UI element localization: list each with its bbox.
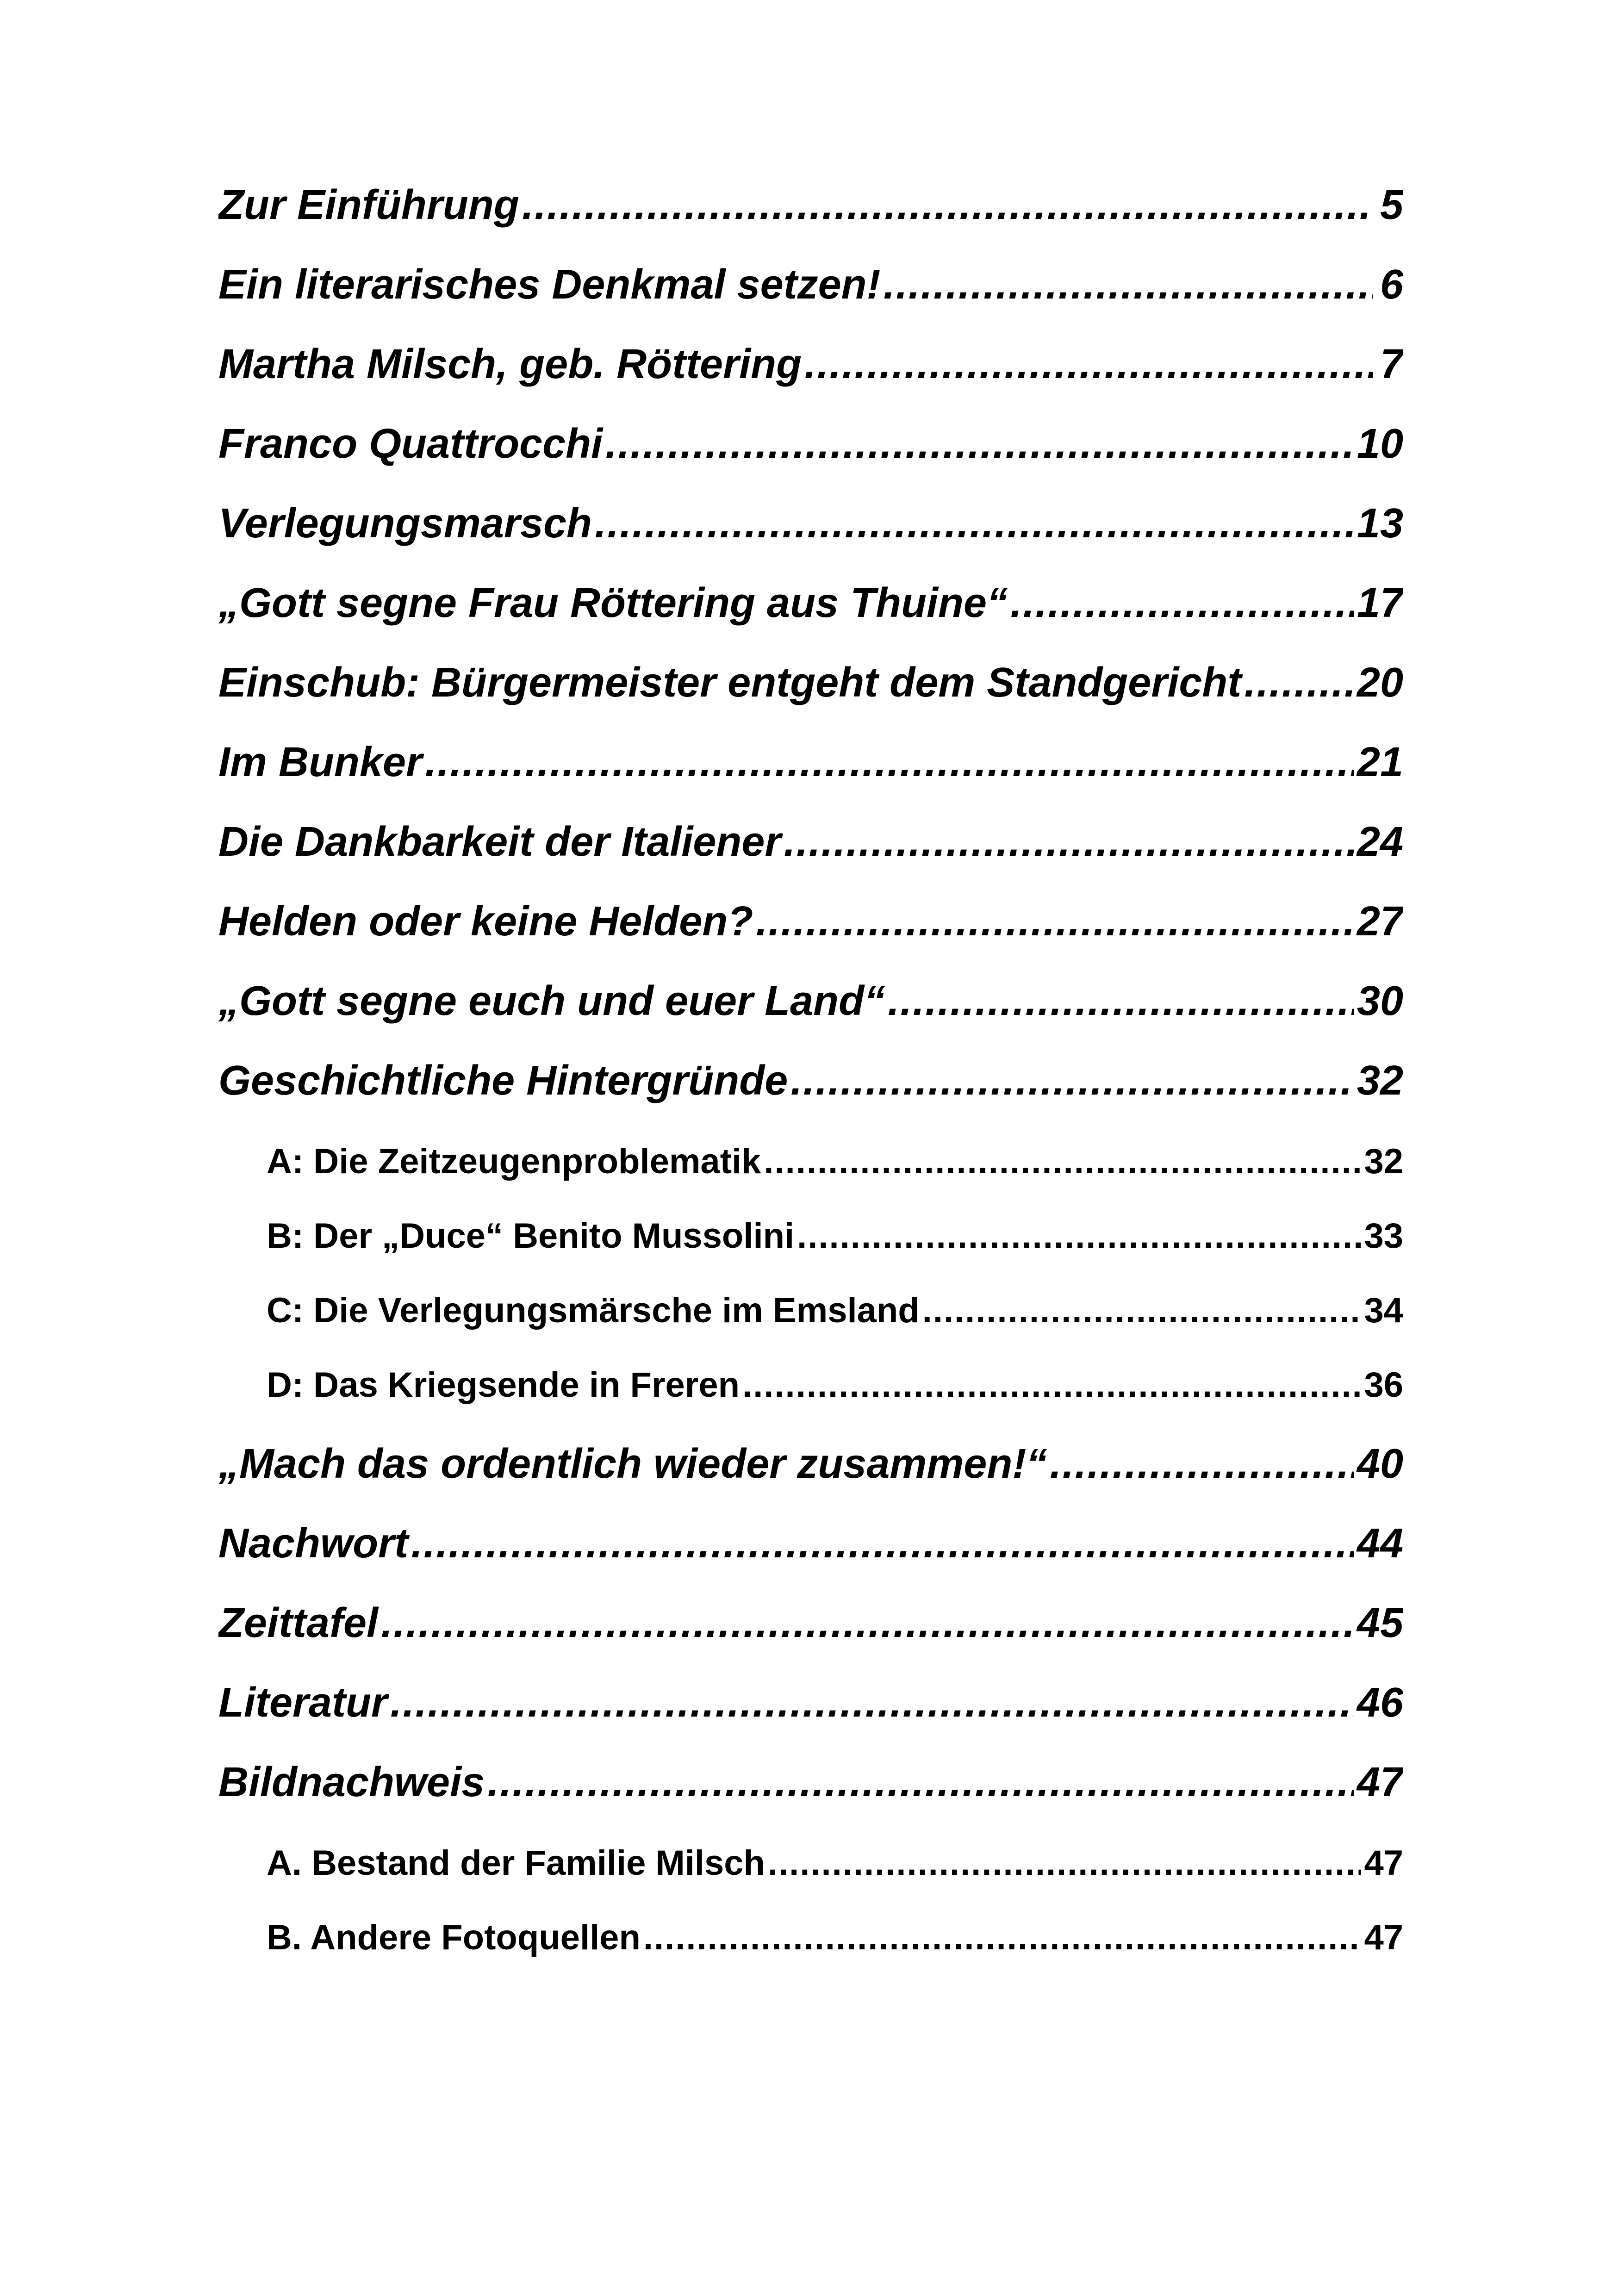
toc-entry-bildnachweis[interactable] [218,1759,1403,1819]
toc-entry-gott-segne-euch[interactable] [218,977,1403,1038]
toc-page-number: 24 [1357,819,1403,865]
toc-page-number: 46 [1357,1680,1403,1726]
toc-dot-leader [522,181,1373,229]
toc-page-number: 36 [1364,1365,1403,1405]
toc-dot-leader [804,341,1373,388]
toc-entry-title: B. Andere Fotoquellen [267,1918,641,1957]
toc-entry-title: Helden oder keine Helden? [218,898,753,945]
toc-page-number: 47 [1357,1759,1403,1805]
toc-entry-mach-das-ordentlich[interactable] [218,1440,1403,1500]
toc-entry-title: „Gott segne euch und euer Land“ [218,978,885,1024]
toc-dot-leader [643,1917,1362,1958]
toc-subentry-verlegungsmaersche-emsland[interactable] [267,1290,1403,1341]
toc-entry-title: Verlegungsmarsch [218,500,592,547]
toc-entry-title: Martha Milsch, geb. Röttering [218,341,802,387]
toc-entry-zur-einfuehrung[interactable] [218,181,1403,242]
toc-entry-dankbarkeit-der-italiener[interactable] [218,818,1403,878]
toc-dot-leader [487,1759,1354,1806]
toc-entry-helden-oder-keine-helden[interactable] [218,898,1403,958]
toc-entry-title: Ein literarisches Denkmal setzen! [218,261,881,308]
toc-dot-leader [784,818,1354,866]
toc-entry-title: „Mach das ordentlich wieder zusammen!“ [218,1441,1047,1487]
toc-page-number: 10 [1357,421,1403,467]
toc-entry-geschichtliche-hintergruende[interactable] [218,1057,1403,1117]
toc-entry-title: Zeittafel [218,1600,379,1646]
toc-dot-leader [381,1599,1354,1647]
toc-entry-title: „Gott segne Frau Röttering aus Thuine“ [218,580,1008,626]
toc-entry-literatur[interactable] [218,1679,1403,1739]
toc-page-number: 32 [1364,1142,1403,1181]
toc-dot-leader [884,261,1373,309]
toc-page-number: 5 [1380,182,1403,228]
toc-dot-leader [605,420,1354,468]
toc-entry-title: Nachwort [218,1520,409,1567]
toc-subentry-andere-fotoquellen[interactable] [267,1917,1403,1968]
toc-entry-title: C: Die Verlegungsmärsche im Emsland [267,1291,920,1330]
toc-dot-leader [1050,1440,1354,1488]
toc-dot-leader [411,1520,1354,1568]
toc-dot-leader [390,1679,1354,1727]
toc-entry-literarisches-denkmal[interactable] [218,261,1403,321]
toc-page-number: 7 [1380,341,1403,387]
toc-dot-leader [768,1843,1362,1883]
toc-dot-leader [790,1057,1354,1105]
toc-entry-einschub-buergermeister[interactable] [218,659,1403,719]
toc-entry-title: A. Bestand der Familie Milsch [267,1843,765,1883]
toc-page-number: 44 [1357,1520,1403,1567]
toc-page-number: 17 [1357,580,1403,626]
toc-page-number: 32 [1357,1058,1403,1104]
toc-entry-verlegungsmarsch[interactable] [218,500,1403,560]
toc-entry-nachwort[interactable] [218,1520,1403,1580]
toc-entry-title: Zur Einführung [218,182,519,228]
toc-subentry-zeitzeugenproblematik[interactable] [267,1141,1403,1192]
toc-page-number: 27 [1357,898,1403,945]
toc-page-number: 20 [1357,660,1403,706]
toc-entry-gott-segne-frau-roettering[interactable] [218,579,1403,640]
toc-entry-title: B: Der „Duce“ Benito Mussolini [267,1216,795,1256]
toc-dot-leader [756,898,1354,946]
toc-entry-title: Die Dankbarkeit der Italiener [218,819,781,865]
toc-entry-title: A: Die Zeitzeugenproblematik [267,1142,761,1181]
toc-subentry-duce-mussolini[interactable] [267,1216,1403,1267]
toc-page-number: 21 [1357,739,1403,785]
toc-entry-im-bunker[interactable] [218,739,1403,799]
toc-entry-title: Bildnachweis [218,1759,485,1805]
toc-page-number: 47 [1364,1918,1403,1957]
toc-dot-leader [742,1365,1361,1405]
toc-page-number: 6 [1380,261,1403,308]
toc-dot-leader [764,1141,1361,1182]
toc-dot-leader [425,739,1354,786]
toc-subentry-bestand-familie-milsch[interactable] [267,1843,1403,1894]
toc-entry-title: Literatur [218,1680,388,1726]
toc-dot-leader [1244,659,1354,707]
toc-page-number: 33 [1364,1216,1403,1256]
toc-entry-martha-milsch[interactable] [218,341,1403,401]
toc-entry-zeittafel[interactable] [218,1599,1403,1660]
toc-page-number: 34 [1364,1291,1403,1330]
toc-dot-leader [1010,579,1354,627]
toc-dot-leader [595,500,1354,548]
toc-entry-franco-quattrocchi[interactable] [218,420,1403,480]
toc-dot-leader [922,1290,1362,1331]
toc-page-number: 40 [1357,1441,1403,1487]
toc-page-number: 47 [1364,1843,1403,1883]
toc-entry-title: Geschichtliche Hintergründe [218,1058,788,1104]
toc-page-number: 30 [1357,978,1403,1024]
toc-dot-leader [797,1216,1361,1256]
toc-page-number: 45 [1357,1600,1403,1646]
toc-page-number: 13 [1357,500,1403,547]
toc-entry-title: Im Bunker [218,739,423,785]
toc-entry-title: Einschub: Bürgermeister entgeht dem Standgericht [218,660,1242,706]
toc-entry-title: D: Das Kriegsende in Freren [267,1365,740,1405]
toc-entry-title: Franco Quattrocchi [218,421,603,467]
toc-subentry-kriegsende-freren[interactable] [267,1365,1403,1416]
toc-dot-leader [888,977,1354,1025]
